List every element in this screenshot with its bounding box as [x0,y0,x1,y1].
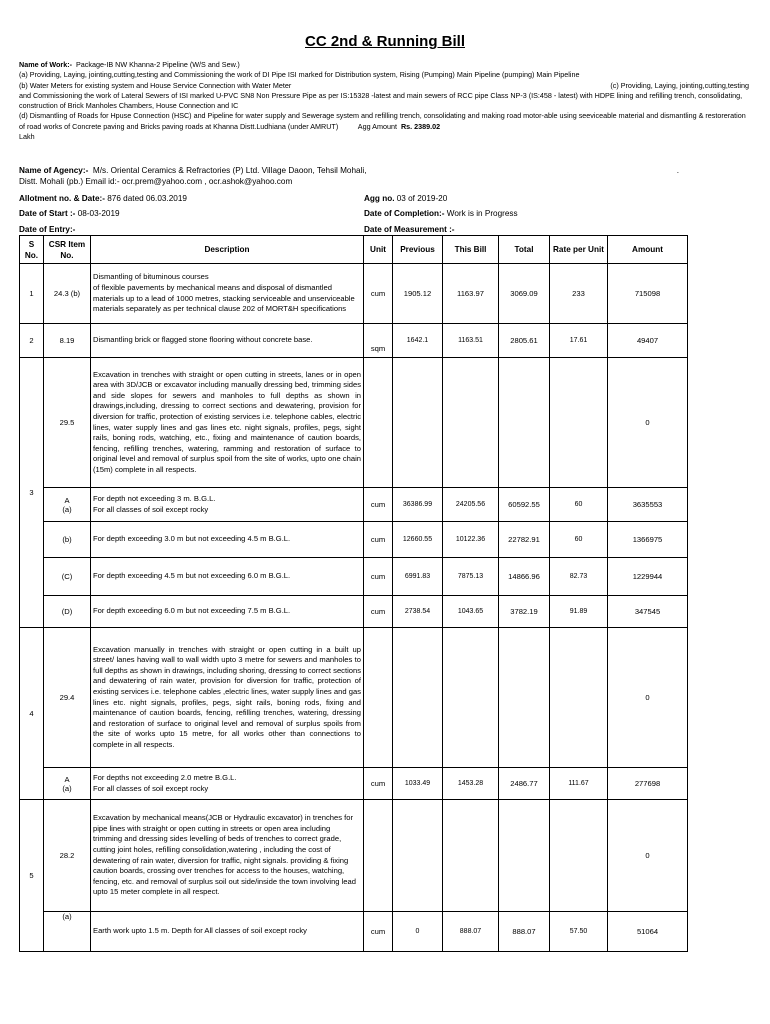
row-description: Dismantling brick or flagged stone flooring without concrete base. [91,324,364,358]
row-this-bill: 1043.65 [443,596,499,628]
row-amount: 51064 [608,912,688,952]
row-unit: cum [364,488,393,522]
bill-title: CC 2nd & Running Bill [305,33,465,50]
row-unit: cum [364,768,393,800]
row-amount: 0 [608,628,688,768]
row-this-bill: 888.07 [443,912,499,952]
row-csr: 8.19 [44,324,91,358]
row-previous: 1905.12 [393,264,443,324]
col-sno: S No. [20,236,44,264]
row-rate: 82.73 [550,558,608,596]
row-sno: 5 [20,800,44,952]
agency-block [19,165,759,187]
table-row [20,264,688,324]
row-unit: cum [364,912,393,952]
row-total: 2805.61 [499,324,550,358]
row-previous: 1033.49 [393,768,443,800]
row-description: For depth exceeding 6.0 m but not exceeding 7.5 m B.G.L. [91,596,364,628]
row-unit: sqm [364,324,393,358]
table-row [20,488,688,522]
row-this-bill: 7875.13 [443,558,499,596]
row-this-bill: 1453.28 [443,768,499,800]
row-this-bill: 10122.36 [443,522,499,558]
bill-table [19,235,688,952]
row-rate: 111.67 [550,768,608,800]
row-description: For depth not exceeding 3 m. B.G.L. For all classes of soil except rocky [91,488,364,522]
agg-no-value: 03 of 2019-20 [396,194,448,203]
measurement-label: Date of Measurement :- [364,225,455,234]
measurement-date [364,225,455,234]
allotment-value: 876 dated 06.03.2019 [107,194,187,203]
completion-date [364,209,518,218]
start-date [19,209,120,218]
row-amount: 277698 [608,768,688,800]
row-csr: A (a) [44,768,91,800]
row-amount: 3635553 [608,488,688,522]
col-description: Description [91,236,364,264]
row-total: 3782.19 [499,596,550,628]
row-previous: 36386.99 [393,488,443,522]
row-csr: A (a) [44,488,91,522]
entry-label: Date of Entry:- [19,225,76,234]
row-description: Dismantling of bituminous courses of flexible pavements by mechanical means and disposal of dismantled materials up to a lead of 1000 metres, stacking serviceable and unserviceable materials separately as per technical clause 202 of MORT&H specifications [91,264,364,324]
col-rate: Rate per Unit [550,236,608,264]
row-previous: 12660.55 [393,522,443,558]
col-csr: CSR Item No. [44,236,91,264]
row-amount: 1366975 [608,522,688,558]
row-rate: 91.89 [550,596,608,628]
allotment-label: Allotment no. & Date:- [19,194,105,203]
row-unit: cum [364,522,393,558]
table-row [20,522,688,558]
table-header-row [20,236,688,264]
work-line-d: (d) Dismantling of Roads for Hpuse Connection (HSC) and Pipeline for water supply and Sewerage system and refilling trench, consolidating and making road motor-able using seeviceable material and dismantling & restoreration of road works of Concrete paving and Bricks paving roads at Khanna Distt.Ludhiana (under AMRUT) [19,111,746,131]
col-this-bill: This Bill [443,236,499,264]
row-total: 888.07 [499,912,550,952]
row-previous: 6991.83 [393,558,443,596]
agg-amount-value: Rs. 2389.02 [400,121,441,131]
work-line-a: (a) Providing, Laying, jointing,cutting,testing and Commissioning the work of DI Pipe ISI marked for Distribution system, Rising (Pumping) Main Pipeline (pumping) Main Pipeline [19,70,580,80]
table-row [20,558,688,596]
row-csr: 29.4 [44,628,91,768]
agg-no-label: Agg no. [364,194,395,203]
name-of-work [19,60,749,142]
row-rate: 233 [550,264,608,324]
work-line-b: (b) Water Meters for existing system and House Service Connection with Water Meter [19,80,292,90]
agg-no [364,194,447,203]
col-total: Total [499,236,550,264]
work-line-c: and Commissioning the work of Lateral Sewers of ISI marked U-PVC SN8 Non Pressure Pipe as per IS:15328 -latest and main sewers of RCC pipe Class NP-3 (IS:458 - latest) with HDPE lining and refilling trench, consolidating, construction of Brick Manholes Chambers, House Connection and IC [19,90,743,111]
row-sno: 2 [20,324,44,358]
row-amount: 0 [608,800,688,912]
row-csr: (C) [44,558,91,596]
row-csr: (a) [44,912,91,952]
row-csr: 29.5 [44,358,91,488]
row-csr: 28.2 [44,800,91,912]
row-total: 3069.09 [499,264,550,324]
agency-label: Name of Agency:- [19,166,89,175]
row-this-bill: 1163.97 [443,264,499,324]
row-description: For depth exceeding 3.0 m but not exceeding 4.5 m B.G.L. [91,522,364,558]
row-rate: 17.61 [550,324,608,358]
agency-name: M/s. Oriental Ceramics & Refractories (P) Ltd. Village Daoon, Tehsil Mohali, [92,166,367,175]
work-line-c-start: (c) Providing, Laying, jointing,cutting,testing [610,80,749,90]
row-csr: (b) [44,522,91,558]
row-csr: (D) [44,596,91,628]
work-package: Package-IB NW Khanna-2 Pipeline (W/S and Sew.) [75,60,240,69]
row-unit: cum [364,596,393,628]
row-description: Excavation manually in trenches with straight or open cutting in a built up street/ lanes having wall to wall width upto 3 metre for sewers and manholes to full depths as shown in drawings, including shoring, dressing to correct sections and dewatering of rain water, provision for diversion for traffic, protection of existing services i.e. telephone cables ,electric lines, water supply lines and gas lines etc. night signals, profiles, pegs, sight rails, boning rods, fixing and maintenance of caution boards, fencing, refilling trenches, watering, dressing and restoration of surface to original level and removal of surplus spoils from the site of works upto 15 metre, for all works other than connections to complete in all respects. [91,628,364,768]
table-row [20,800,688,912]
table-row [20,324,688,358]
start-value: 08-03-2019 [77,209,120,218]
row-csr: 24.3 (b) [44,264,91,324]
completion-label: Date of Completion:- [364,209,445,218]
row-description: Excavation by mechanical means(JCB or Hydraulic excavator) in trenches for pipe lines with straight or open cutting in streets or open area including trimming and dressing sides levelling of beds of trenches to correct grade, cutting joint holes, refilling consolidation,watering , including the cost of dewatering of rain water, diversion for traffic, night signals. providing & fixing caution boards, crossing over trenches for access to the houses, watching, fencing, etc. and removal of surplus soil out side/inside the town involving lead upto 15 meter complete in all respect. [91,800,364,912]
table-row [20,628,688,768]
table-row [20,596,688,628]
row-amount: 347545 [608,596,688,628]
row-description: For depths not exceeding 2.0 metre B.G.L. For all classes of soil except rocky [91,768,364,800]
row-previous: 2738.54 [393,596,443,628]
entry-date [19,225,75,234]
row-sno: 4 [20,628,44,800]
work-label: Name of Work:- [19,60,72,69]
agency-dot: . [676,166,679,175]
row-this-bill: 1163.51 [443,324,499,358]
row-unit: cum [364,558,393,596]
row-this-bill: 24205.56 [443,488,499,522]
row-total: 60592.55 [499,488,550,522]
completion-value: Work is in Progress [446,209,518,218]
row-sno: 3 [20,358,44,628]
start-label: Date of Start :- [19,209,76,218]
table-row [20,768,688,800]
row-total: 2486.77 [499,768,550,800]
agg-amount-unit: Lakh [19,132,35,142]
col-amount: Amount [608,236,688,264]
row-previous: 1642.1 [393,324,443,358]
col-unit: Unit [364,236,393,264]
table-row [20,358,688,488]
row-amount: 715098 [608,264,688,324]
row-total: 14866.96 [499,558,550,596]
row-amount: 1229944 [608,558,688,596]
row-amount: 49407 [608,324,688,358]
row-rate: 60 [550,488,608,522]
agency-contact: Distt. Mohali (pb.) Email id:- ocr.prem@yahoo.com , ocr.ashok@yahoo.com [19,177,293,186]
row-sno: 1 [20,264,44,324]
row-description: For depth exceeding 4.5 m but not exceeding 6.0 m B.G.L. [91,558,364,596]
table-row [20,912,688,952]
row-rate: 57.50 [550,912,608,952]
row-total: 22782.91 [499,522,550,558]
row-previous: 0 [393,912,443,952]
row-rate: 60 [550,522,608,558]
allotment [19,194,187,203]
agg-amount-label: Agg Amount [357,121,397,131]
row-unit: cum [364,264,393,324]
col-previous: Previous [393,236,443,264]
row-description: Earth work upto 1.5 m. Depth for All classes of soil except rocky [91,912,364,952]
row-description: Excavation in trenches with straight or open cutting in streets, lanes or in open area with 3D/JCB or excavator including manually dressing bed, trimming sides and side slopes for sewers and manholes to full depths as shown in drawings,including, dressing to correct sections and dewatering, provision for diversion for traffic, protection of existing services i.e. telephone cables, electric lines, water supply lines and gas lines etc. night signals, profiles, pegs, sight rails, boning rods, watching, etc., fixing and maintenance of caution boards, fencing, refilling trenches, watering, ramming and restoration of surface to original level and removal of surplus spoil from the site of works, upto one chain (15m) complete in all respects. [91,358,364,488]
row-amount: 0 [608,358,688,488]
